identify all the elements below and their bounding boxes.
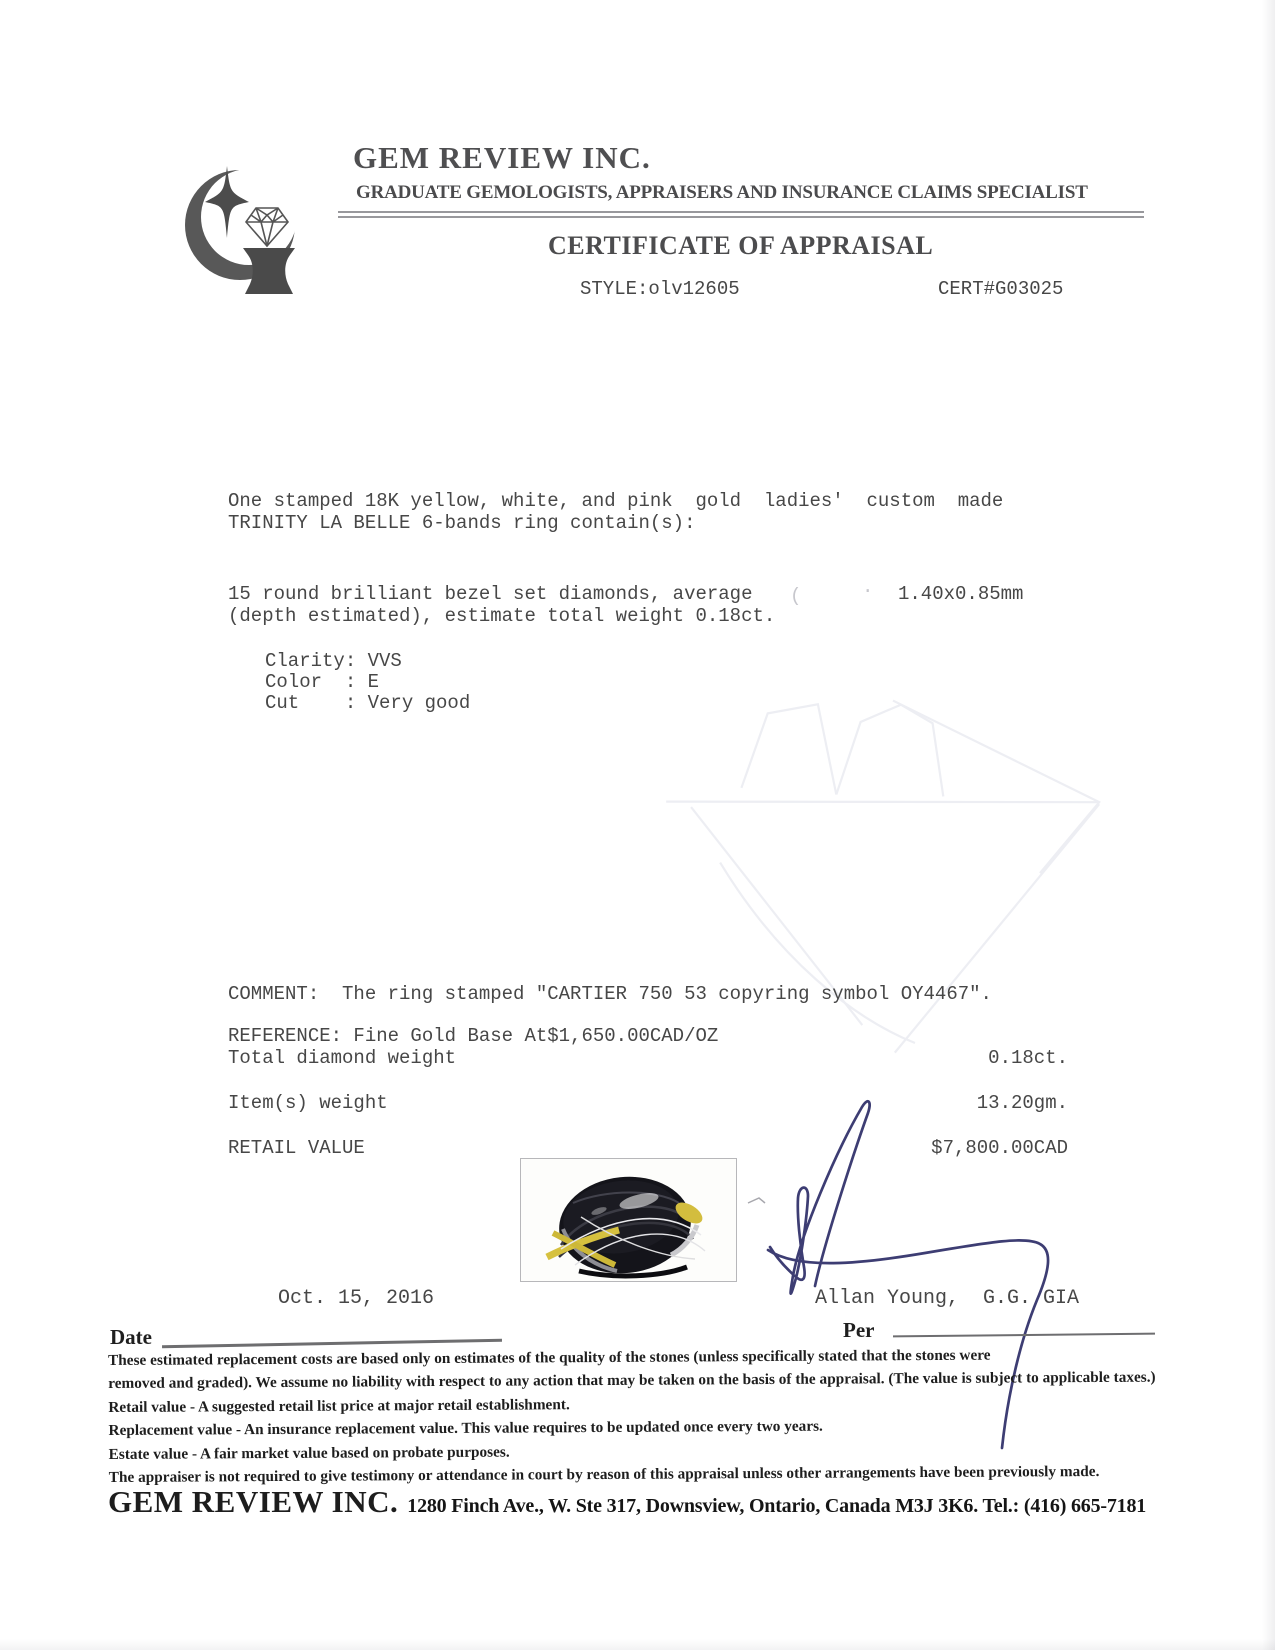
certificate-title: CERTIFICATE OF APPRAISAL <box>548 231 934 260</box>
comment-line: COMMENT: The ring stamped "CARTIER 750 53 copyring symbol OY4467". <box>228 983 992 1005</box>
smudge-paren: ( <box>790 585 802 607</box>
disclaimer-line: Retail value - A suggested retail list price at major retail establishment. <box>108 1395 570 1416</box>
valuation-value: 0.18ct. <box>988 1047 1068 1069</box>
header-divider <box>338 211 1144 218</box>
grade-color: Color : E <box>265 671 380 693</box>
valuation-label: RETAIL VALUE <box>228 1137 365 1159</box>
stones-size: 1.40x0.85mm <box>898 583 1024 605</box>
footer-company-name: GEM REVIEW INC. <box>108 1484 399 1519</box>
valuation-value: $7,800.00CAD <box>931 1137 1068 1159</box>
stones-description-line-2: (depth estimated), estimate total weight 0.18ct. <box>228 605 776 627</box>
company-tagline: GRADUATE GEMOLOGISTS, APPRAISERS AND INSURANCE CLAIMS SPECIALIST <box>356 182 1088 203</box>
scan-edge-shadow-bottom <box>0 1639 1275 1650</box>
scan-edge-shadow-right <box>1262 0 1275 1650</box>
item-description-line-2: TRINITY LA BELLE 6-bands ring contain(s): <box>228 512 696 534</box>
grade-clarity: Clarity: VVS <box>265 650 402 672</box>
disclaimer-block <box>108 1342 1189 1489</box>
footer <box>108 1484 1146 1520</box>
disclaimer-line: Estate value - A fair market value based on probate purposes. <box>108 1443 510 1463</box>
valuation-label: Item(s) weight <box>228 1092 388 1114</box>
appraisal-date: Oct. 15, 2016 <box>278 1287 435 1310</box>
watermark-diamond-sketch <box>600 660 1120 1080</box>
stones-description: 15 round brilliant bezel set diamonds, average <box>228 583 753 605</box>
date-label: Date <box>110 1325 152 1349</box>
certificate-number: CERT#G03025 <box>938 278 1064 300</box>
reference-line: REFERENCE: Fine Gold Base At$1,650.00CAD/OZ <box>228 1025 719 1047</box>
grade-cut: Cut : Very good <box>265 692 471 714</box>
disclaimer-line: Replacement value - An insurance replacement value. This value requires to be updated once every two years. <box>108 1417 823 1440</box>
smudge-dot: · <box>862 580 874 602</box>
disclaimer-line: These estimated replacement costs are based only on estimates of the quality of the stones (unless specifically stated that the stones were <box>108 1346 991 1369</box>
footer-address: 1280 Finch Ave., W. Ste 317, Downsview, Ontario, Canada M3J 3K6. Tel.: (416) 665-7181 <box>407 1495 1147 1517</box>
valuation-value: 13.20gm. <box>976 1092 1068 1114</box>
style-number: STYLE:olv12605 <box>580 278 740 300</box>
valuation-label: Total diamond weight <box>228 1047 457 1069</box>
disclaimer-line: removed and graded). We assume no liability with respect to any action that may be taken on the basis of the appraisal. (The value is subject to applicable taxes.) <box>108 1369 1156 1393</box>
company-name: GEM REVIEW INC. <box>353 140 651 175</box>
gem-review-logo <box>183 148 311 300</box>
ring-photo-image <box>521 1159 736 1281</box>
appraiser-name: Allan Young, G.G. GIA <box>815 1287 1080 1310</box>
item-description-line-1: One stamped 18K yellow, white, and pink gold ladies' custom made <box>228 490 1004 512</box>
ring-photo <box>520 1158 737 1282</box>
disclaimer-line: The appraiser is not required to give testimony or attendance in court by reason of this appraisal unless other arrangements have been previously made. <box>108 1462 1100 1487</box>
per-label: Per <box>843 1318 875 1342</box>
